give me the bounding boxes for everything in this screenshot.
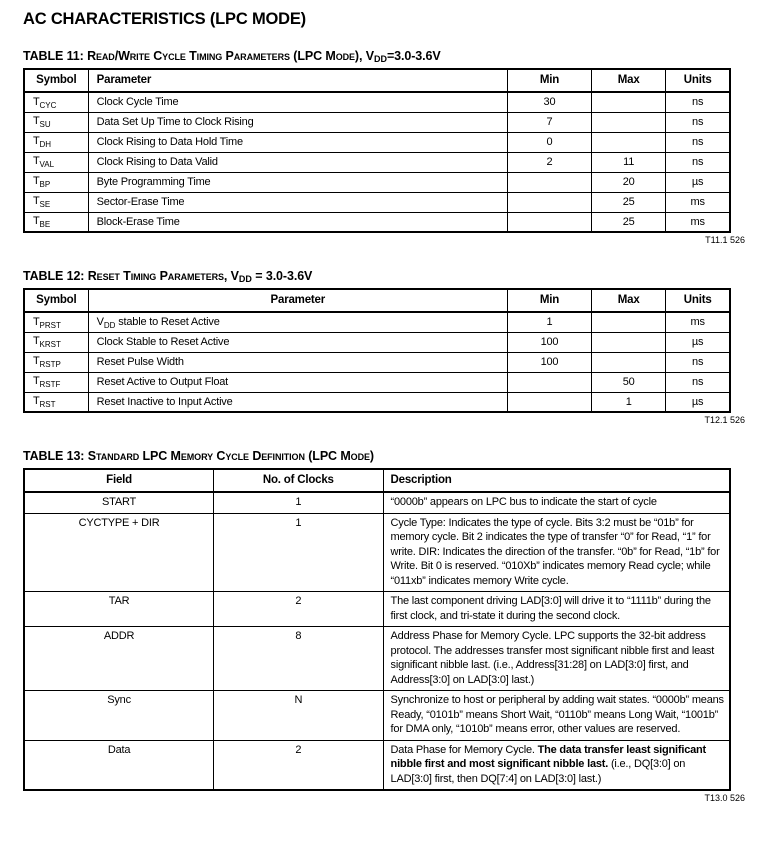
- datasheet-page: [0, 10, 765, 843]
- table-cell: [592, 352, 666, 372]
- page-title: AC CHARACTERISTICS (LPC MODE): [23, 10, 306, 28]
- table-cell: ns: [666, 352, 730, 372]
- table-cell: Block-Erase Time: [88, 212, 507, 232]
- table-cell: ms: [666, 212, 730, 232]
- table-cell: 1: [592, 392, 666, 412]
- table-cell: µs: [666, 392, 730, 412]
- column-header: Max: [592, 69, 666, 92]
- table-cell: Byte Programming Time: [88, 172, 507, 192]
- table-caption-title: Reset Timing Parameters, $V_{DD} = 3.0-3.6V$: [87, 269, 313, 284]
- table-cell: 8: [214, 627, 383, 691]
- table-cell: ns: [666, 92, 730, 112]
- table-cell: 1: [507, 312, 591, 332]
- table-row: [24, 112, 730, 132]
- column-header: Parameter: [88, 69, 507, 92]
- table-cell: 50: [592, 372, 666, 392]
- table-row: [24, 627, 730, 691]
- table-cell: Synchronize to host or peripheral by adding wait states. “0000b” means Ready, “0101b” means Short Wait, “0110b” means Long Wait, “1001b” for DMA only, “1010b” means error, other values are reserved.: [383, 691, 730, 741]
- column-header: Description: [383, 469, 730, 492]
- table-cell: Data Phase for Memory Cycle. The data transfer least significant nibble first and most significant nibble last. (i.e., DQ[3:0] on LAD[3:0] first, then DQ[7:4] on LAD[3:0] last.): [383, 740, 730, 790]
- table-cell: Address Phase for Memory Cycle. LPC supports the 32-bit address protocol. The addresses transfer most significant nibble first and least significant nibble last. (i.e., Address[31:28] on LAD[3:0] first, and Address[3:0] on LAD[3:0] last.): [383, 627, 730, 691]
- table-cell: $T_{SE}$: [24, 192, 88, 212]
- table-row: [24, 372, 730, 392]
- table-cell: ms: [666, 192, 730, 212]
- table-cell: 25: [592, 212, 666, 232]
- table-cell: [507, 192, 591, 212]
- table-caption: [23, 49, 765, 63]
- table-cell: [592, 112, 666, 132]
- table-footnote: T12.1 526: [704, 415, 745, 425]
- table-cell: ns: [666, 132, 730, 152]
- reset-timing-table: [23, 288, 731, 413]
- table-cell: 2: [507, 152, 591, 172]
- column-header: Max: [592, 289, 666, 312]
- table-cell: 1: [214, 492, 383, 513]
- table-row: [24, 212, 730, 232]
- table-cell: [592, 332, 666, 352]
- table-cell: Reset Inactive to Input Active: [88, 392, 507, 412]
- table-row: [24, 312, 730, 332]
- table-cell: [592, 92, 666, 112]
- table-row: [24, 92, 730, 112]
- table-cell: “0000b” appears on LPC bus to indicate the start of cycle: [383, 492, 730, 513]
- table-cell: $T_{BE}$: [24, 212, 88, 232]
- table-cell: 0: [507, 132, 591, 152]
- table-cell: Cycle Type: Indicates the type of cycle. Bits 3:2 must be “01b” for memory cycle. Bit 2 indicates the type of transfer “0” for Read, “1” for write. DIR: Indicates the direction of the transfer. “0b” for Read, “1b” for Write. Bit 0 is reserved. “010Xb” indicates memory Read cycle; while “011xb” indicates memory Write cycle.: [383, 513, 730, 592]
- table-row: [24, 691, 730, 741]
- table-cell: Reset Active to Output Float: [88, 372, 507, 392]
- table-cell: 25: [592, 192, 666, 212]
- lpc-cycle-definition-table: [23, 468, 731, 791]
- table-caption-label: TABLE 13:: [23, 449, 85, 463]
- table-cell: $T_{DH}$: [24, 132, 88, 152]
- table-cell: N: [214, 691, 383, 741]
- table-cell: $T_{PRST}$: [24, 312, 88, 332]
- table-row: [24, 192, 730, 212]
- table-cell: Clock Cycle Time: [88, 92, 507, 112]
- table-cell: 11: [592, 152, 666, 172]
- table-cell: ns: [666, 372, 730, 392]
- table-caption: [23, 269, 765, 283]
- table-cell: Data: [24, 740, 214, 790]
- table-cell: Clock Stable to Reset Active: [88, 332, 507, 352]
- header-row: [24, 469, 730, 492]
- table-cell: $T_{CYC}$: [24, 92, 88, 112]
- column-header: Units: [666, 289, 730, 312]
- column-header: Symbol: [24, 69, 88, 92]
- table-cell: $T_{RSTP}$: [24, 352, 88, 372]
- table-cell: 7: [507, 112, 591, 132]
- table-row: [24, 492, 730, 513]
- table-cell: $T_{RST}$: [24, 392, 88, 412]
- table-section-timing-rw: [0, 49, 765, 245]
- table-cell: 20: [592, 172, 666, 192]
- table-cell: [507, 372, 591, 392]
- table-cell: $T_{KRST}$: [24, 332, 88, 352]
- table-caption-title: Standard LPC Memory Cycle Definition (LPC Mode): [87, 449, 374, 463]
- column-header: Parameter: [88, 289, 507, 312]
- table-row: [24, 513, 730, 592]
- table-cell: µs: [666, 332, 730, 352]
- table-cell: $V_{DD}$ stable to Reset Active: [88, 312, 507, 332]
- table-cell: Clock Rising to Data Valid: [88, 152, 507, 172]
- table-cell: Sector-Erase Time: [88, 192, 507, 212]
- table-cell: The last component driving LAD[3:0] will drive it to “1111b” during the first clock, and tri-state it during the second clock.: [383, 592, 730, 627]
- table-cell: 1: [214, 513, 383, 592]
- table-cell: [592, 132, 666, 152]
- table-row: [24, 152, 730, 172]
- timing-parameters-table: [23, 68, 731, 233]
- table-caption-label: TABLE 12:: [23, 269, 85, 283]
- table-cell: [507, 172, 591, 192]
- column-header: Min: [507, 289, 591, 312]
- column-header: Min: [507, 69, 591, 92]
- table-row: [24, 740, 730, 790]
- table-row: [24, 332, 730, 352]
- table-cell: 100: [507, 352, 591, 372]
- table-cell: 30: [507, 92, 591, 112]
- table-caption: [23, 449, 765, 463]
- table-cell: $T_{SU}$: [24, 112, 88, 132]
- table-caption-title: Read/Write Cycle Timing Parameters (LPC Mode), $V_{DD}=3.0-3.6V$: [87, 49, 441, 64]
- table-row: [24, 172, 730, 192]
- table-cell: [507, 392, 591, 412]
- table-cell: Sync: [24, 691, 214, 741]
- table-row: [24, 392, 730, 412]
- table-cell: $T_{RSTF}$: [24, 372, 88, 392]
- table-cell: $T_{BP}$: [24, 172, 88, 192]
- table-footnote: T13.0 526: [704, 793, 745, 803]
- table-row: [24, 132, 730, 152]
- table-cell: Clock Rising to Data Hold Time: [88, 132, 507, 152]
- table-cell: ns: [666, 112, 730, 132]
- table-section-lpc-cycle: [0, 449, 765, 803]
- column-header: No. of Clocks: [214, 469, 383, 492]
- table-section-reset-timing: [0, 269, 765, 425]
- table-cell: 2: [214, 592, 383, 627]
- table-cell: 100: [507, 332, 591, 352]
- table-cell: Reset Pulse Width: [88, 352, 507, 372]
- table-caption-label: TABLE 11:: [23, 49, 84, 63]
- column-header: Units: [666, 69, 730, 92]
- table-cell: [592, 312, 666, 332]
- table-footnote: T11.1 526: [705, 235, 745, 245]
- table-row: [24, 592, 730, 627]
- table-cell: ns: [666, 152, 730, 172]
- column-header: Field: [24, 469, 214, 492]
- table-cell: µs: [666, 172, 730, 192]
- header-row: [24, 289, 730, 312]
- header-row: [24, 69, 730, 92]
- table-cell: [507, 212, 591, 232]
- table-row: [24, 352, 730, 372]
- table-cell: Data Set Up Time to Clock Rising: [88, 112, 507, 132]
- column-header: Symbol: [24, 289, 88, 312]
- table-cell: 2: [214, 740, 383, 790]
- table-cell: TAR: [24, 592, 214, 627]
- table-cell: ms: [666, 312, 730, 332]
- table-cell: CYCTYPE + DIR: [24, 513, 214, 592]
- table-cell: START: [24, 492, 214, 513]
- table-cell: $T_{VAL}$: [24, 152, 88, 172]
- table-cell: ADDR: [24, 627, 214, 691]
